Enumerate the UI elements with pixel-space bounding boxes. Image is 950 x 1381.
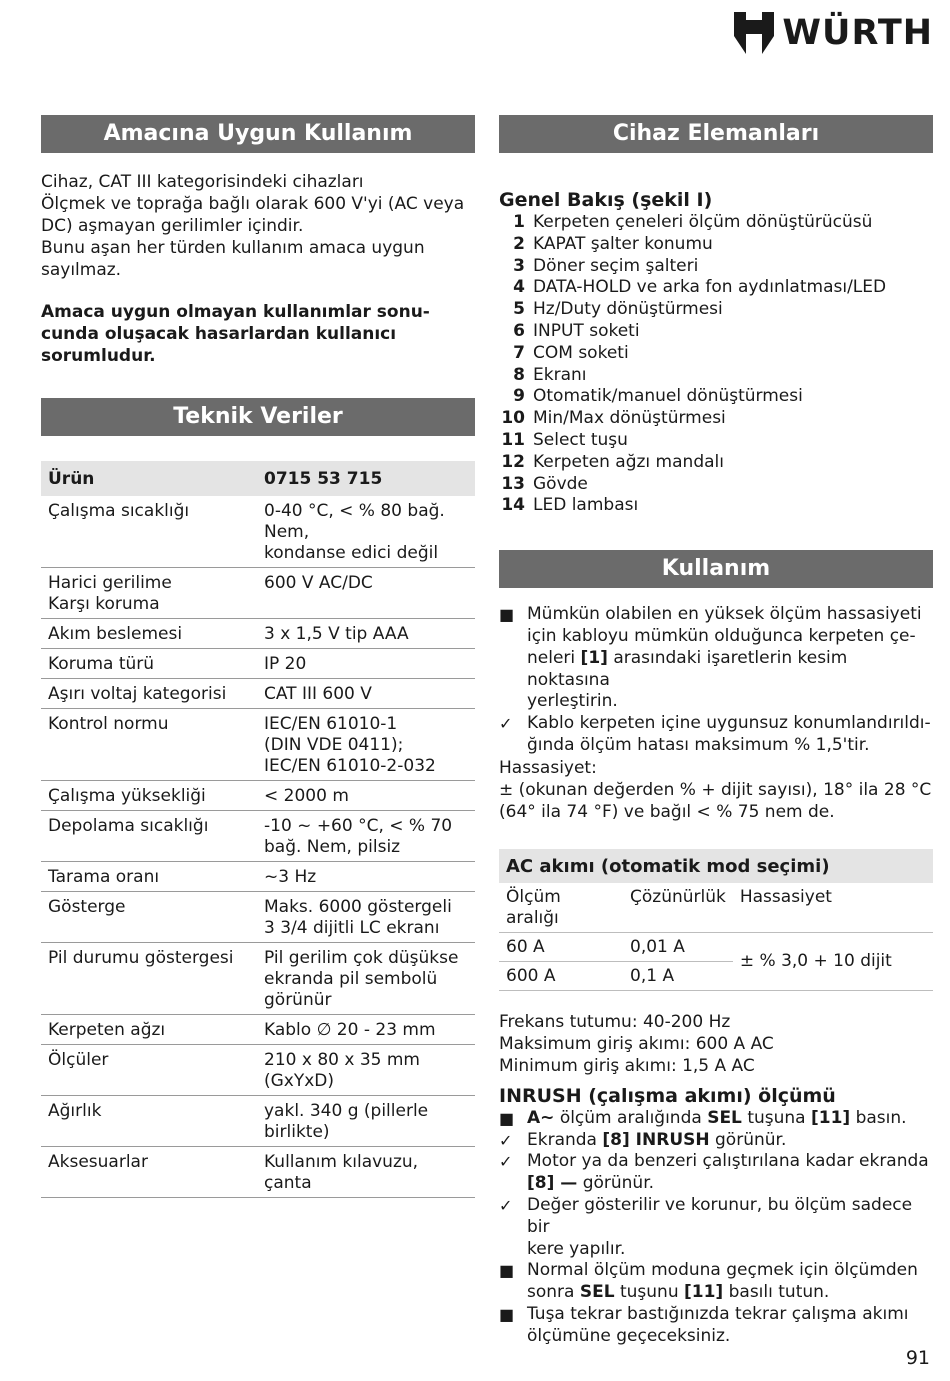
list-item: 6 INPUT soketi <box>513 320 640 341</box>
text-line: Amaca uygun olmayan kullanımlar sonu- <box>41 302 430 322</box>
spec-value: Kablo ∅ 20 - 23 mm <box>257 1015 475 1045</box>
text-line: Cihaz, CAT III kategorisindeki cihazları <box>41 172 364 192</box>
usage-description <box>41 171 475 281</box>
table-row <box>41 679 475 709</box>
specs-header: Teknik Veriler <box>41 398 475 436</box>
table-row <box>41 811 475 862</box>
table-row <box>41 1045 475 1096</box>
spec-label: Aşırı voltaj kategorisi <box>41 679 257 709</box>
list-item: ✓ Değer gösterilir ve korunur, bu ölçüm sadece bir kere yapılır. <box>499 1194 913 1259</box>
list-item: ■ Mümkün olabilen en yüksek ölçüm hassasiyeti için kabloyu mümkün olduğunca kerpeten çe- neleri [1] arasındaki işaretlerin kesim noktasına yerleştirin. <box>499 604 922 712</box>
inrush-heading: INRUSH (çalışma akımı) ölçümü <box>499 1084 836 1107</box>
current-limits: Frekans tutumu: 40-200 Hz Maksimum giriş akımı: 600 A AC Minimum giriş akımı: 1,5 A AC <box>499 1011 774 1076</box>
spec-value: 210 x 80 x 35 mm (GxYxD) <box>257 1045 475 1096</box>
table-row <box>41 1147 475 1198</box>
square-bullet-icon: ■ <box>499 605 515 625</box>
list-item: 13 Gövde <box>501 473 588 494</box>
spec-label: Tarama oranı <box>41 862 257 892</box>
list-item: 5 Hz/Duty dönüştürmesi <box>513 299 723 320</box>
table-row <box>41 709 475 781</box>
text-line: Ölçmek ve toprağa bağlı olarak 600 V'yi (AC veya <box>41 194 465 214</box>
elements-header: Cihaz Elemanları <box>499 115 933 153</box>
list-item: ✓ Ekranda [8] INRUSH görünür. <box>499 1129 787 1150</box>
table-row <box>41 619 475 649</box>
list-item: 8 Ekranı <box>513 364 587 385</box>
spec-value: Pil gerilim çok düşükse ekranda pil sembolü görünür <box>257 943 475 1015</box>
spec-value: -10 ~ +60 °C, < % 70 bağ. Nem, pilsiz <box>257 811 475 862</box>
square-bullet-icon: ■ <box>499 1261 515 1281</box>
accuracy-note: Hassasiyet: ± (okunan değerden % + dijit sayısı), 18° ila 28 °C (64° ila 74 °F) ve bağıl < % 75 nem de. <box>499 757 932 822</box>
table-row <box>41 943 475 1015</box>
wurth-logo <box>734 12 933 54</box>
table-row <box>41 496 475 568</box>
wurth-logo-icon <box>734 12 774 54</box>
spec-value: 3 x 1,5 V tip AAA <box>257 619 475 649</box>
list-item: 14 LED lambası <box>501 495 639 516</box>
logo-text: WÜRTH <box>782 13 933 53</box>
list-item: 10 Min/Max dönüştürmesi <box>501 408 726 429</box>
table-row <box>41 862 475 892</box>
ac-table-title: AC akımı (otomatik mod seçimi) <box>499 849 933 883</box>
ac-table-header: Ölçüm aralığı Çözünürlük Hassasiyet <box>499 883 933 933</box>
ac-current-table <box>499 849 933 991</box>
check-icon: ✓ <box>499 714 513 734</box>
check-icon: ✓ <box>499 1130 513 1150</box>
specs-head-label: Ürün <box>41 461 257 496</box>
spec-label: Kontrol normu <box>41 709 257 781</box>
spec-label: Pil durumu göstergesi <box>41 943 257 1015</box>
left-column <box>41 115 475 1198</box>
spec-label: Çalışma yüksekliği <box>41 781 257 811</box>
spec-value: 600 V AC/DC <box>257 568 475 619</box>
page-number: 91 <box>905 1347 930 1369</box>
spec-label: Aksesuarlar <box>41 1147 257 1198</box>
spec-label: Ölçüler <box>41 1045 257 1096</box>
spec-value: Maks. 6000 göstergeli 3 3/4 dijitli LC ekranı <box>257 892 475 943</box>
operation-header: Kullanım <box>499 550 933 588</box>
spec-label: Akım beslemesi <box>41 619 257 649</box>
spec-value: CAT III 600 V <box>257 679 475 709</box>
parts-list <box>499 212 933 517</box>
spec-value: IEC/EN 61010-1 (DIN VDE 0411); IEC/EN 61010-2-032 <box>257 709 475 781</box>
list-item: 12 Kerpeten ağzı mandalı <box>501 451 724 472</box>
table-row: 60 A 0,01 A ± % 3,0 + 10 dijit <box>499 932 933 961</box>
check-icon: ✓ <box>499 1195 513 1215</box>
spec-label: Harici gerilime Karşı koruma <box>41 568 257 619</box>
list-item: 7 COM soketi <box>513 342 629 363</box>
usage-warning <box>41 301 475 367</box>
specs-head-value: 0715 53 715 <box>257 461 475 496</box>
square-bullet-icon: ■ <box>499 1108 515 1128</box>
spec-label: Ağırlık <box>41 1096 257 1147</box>
text-line: DC) aşmayan gerilimler içindir. <box>41 216 304 236</box>
list-item: ✓ Motor ya da benzeri çalıştırılana kadar ekranda [8] — görünür. <box>499 1151 929 1194</box>
text-line: sayılmaz. <box>41 260 122 280</box>
table-row <box>41 1015 475 1045</box>
list-item: 3 Döner seçim şalteri <box>513 255 699 276</box>
list-item: 1 Kerpeten çeneleri ölçüm dönüştürücüsü <box>513 212 873 232</box>
specs-table <box>41 461 475 1198</box>
list-item: ■ Tuşa tekrar bastığınızda tekrar çalışma akımı ölçümüne geçeceksiniz. <box>499 1303 909 1346</box>
list-item: ■ Normal ölçüm moduna geçmek için ölçümden sonra SEL tuşunu [11] basılı tutun. <box>499 1260 918 1303</box>
right-column <box>499 115 933 1348</box>
list-item: ✓ Kablo kerpeten içine uygunsuz konumlandırıldı- ğında ölçüm hatası maksimum % 1,5'tir. <box>499 713 931 755</box>
spec-value: 0-40 °C, < % 80 bağ. Nem, kondanse edici değil <box>257 496 475 568</box>
table-row <box>41 892 475 943</box>
spec-label: Depolama sıcaklığı <box>41 811 257 862</box>
list-item: 9 Otomatik/manuel dönüştürmesi <box>513 386 803 407</box>
text-line: sorumludur. <box>41 346 156 366</box>
table-row <box>41 1096 475 1147</box>
spec-value: ~3 Hz <box>257 862 475 892</box>
specs-table-head <box>41 461 475 496</box>
spec-value: IP 20 <box>257 649 475 679</box>
spec-label: Çalışma sıcaklığı <box>41 496 257 568</box>
table-row: 600 A 0,1 A <box>499 961 933 990</box>
list-item: 11 Select tuşu <box>501 429 628 450</box>
overview-heading: Genel Bakış (şekil I) <box>499 189 713 211</box>
text-line: Bunu aşan her türden kullanım amaca uygun <box>41 238 425 258</box>
list-item: 2 KAPAT şalter konumu <box>513 233 713 254</box>
operation-list <box>499 604 933 757</box>
check-icon: ✓ <box>499 1152 513 1172</box>
spec-value: Kullanım kılavuzu, çanta <box>257 1147 475 1198</box>
table-row <box>41 568 475 619</box>
list-item: ■ A~ ölçüm aralığında SEL tuşuna [11] basın. <box>499 1107 907 1128</box>
spec-label: Koruma türü <box>41 649 257 679</box>
table-row <box>41 781 475 811</box>
usage-header: Amacına Uygun Kullanım <box>41 115 475 153</box>
spec-label: Kerpeten ağzı <box>41 1015 257 1045</box>
ac-accuracy: ± % 3,0 + 10 dijit <box>733 932 933 990</box>
inrush-list <box>499 1108 933 1348</box>
spec-value: < 2000 m <box>257 781 475 811</box>
square-bullet-icon: ■ <box>499 1304 515 1324</box>
spec-value: yakl. 340 g (pillerle birlikte) <box>257 1096 475 1147</box>
table-row <box>41 649 475 679</box>
spec-label: Gösterge <box>41 892 257 943</box>
text-line: cunda oluşacak hasarlardan kullanıcı <box>41 324 397 344</box>
list-item: 4 DATA-HOLD ve arka fon aydınlatması/LED <box>513 277 887 298</box>
